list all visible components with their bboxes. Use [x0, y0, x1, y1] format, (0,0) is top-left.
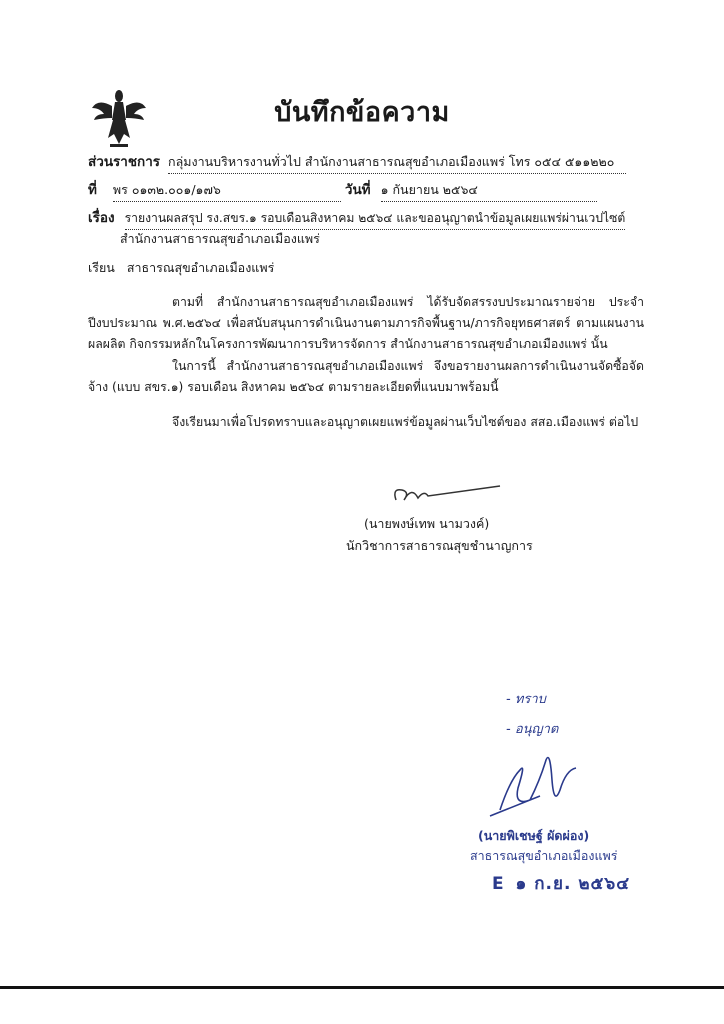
subject-line-1: รายงานผลสรุป รง.สขร.๑ รอบเดือนสิงหาคม ๒๕๖๔ และขออนุญาตนำข้อมูลเผยแพร่ผ่านเวปไซต์	[125, 209, 625, 230]
to-label: เรียน	[88, 260, 115, 275]
date-value: ๑ กันยายน ๒๕๖๔	[381, 180, 597, 202]
subject-line-2: สำนักงานสาธารณสุขอำเภอเมืองแพร่	[120, 231, 320, 246]
signature-scribble-2	[480, 740, 600, 820]
to-row	[88, 258, 274, 278]
page-bottom-edge	[0, 986, 724, 989]
stamp-date: ๑ ก.ย. ๒๕๖๔	[515, 874, 631, 894]
signer-2-name: (นายพิเชษฐ์ ผัดผ่อง)	[478, 828, 590, 843]
body-paragraph-3: จึงเรียนมาเพื่อโปรดทราบและอนุญาตเผยแพร่ข้อมูลผ่านเว็บไซต์ของ สสอ.เมืองแพร่ ต่อไป	[172, 415, 639, 429]
to-value: สาธารณสุขอำเภอเมืองแพร่	[126, 260, 275, 275]
approval-note-2: - อนุญาต	[506, 722, 559, 737]
signer-1-position: นักวิชาการสาธารณสุขชำนาญการ	[346, 538, 533, 553]
agency-label: ส่วนราชการ	[88, 154, 161, 170]
ref-value: พร ๐๑๓๒.๐๐๑/๑๗๖	[113, 180, 341, 202]
signer-1-name: (นายพงษ์เทพ นามวงค์)	[364, 516, 490, 531]
approval-note-1: - ทราบ	[506, 692, 546, 707]
signature-scribble-1	[388, 478, 508, 508]
ref-row	[88, 178, 597, 202]
date-label: วันที่	[344, 182, 371, 198]
ref-label: ที่	[88, 182, 97, 198]
agency-row	[88, 150, 626, 174]
agency-value: กลุ่มงานบริหารงานทั่วไป สำนักงานสาธารณสุขอำเภอเมืองแพร่ โทร ๐๕๔ ๕๑๑๒๒๐	[168, 152, 626, 174]
signer-2-position: สาธารณสุขอำเภอเมืองแพร่	[470, 848, 618, 863]
date-stamp	[492, 870, 630, 897]
body-paragraph-2: ในการนี้ สำนักงานสาธารณสุขอำเภอเมืองแพร่ จึงขอรายงานผลการดำเนินงานจัดซื้อจัดจ้าง (แบบ สขร.๑) รอบเดือน สิงหาคม ๒๕๖๔ ตามรายละเอียดที่แนบมาพร้อมนี้	[88, 359, 644, 394]
subject-row	[88, 206, 625, 230]
subject-label: เรื่อง	[88, 210, 115, 226]
body-paragraph-1: ตามที่ สำนักงานสาธารณสุขอำเภอเมืองแพร่ ได้รับจัดสรรงบประมาณรายจ่าย ประจำปีงบประมาณ พ.ศ.๒๕๖๔ เพื่อสนับสนุนการดำเนินงานตามภารกิจพื้นฐาน/ภารกิจยุทธศาสตร์ ตามแผนงานผลผลิต กิจกรรมหลักในโครงการพัฒนาการบริหารจัดการ สำนักงานสาธารณสุขอำเภอเมืองแพร่ นั้น	[88, 295, 644, 351]
stamp-mark: E	[492, 874, 505, 894]
document-title: บันทึกข้อความ	[274, 97, 450, 128]
